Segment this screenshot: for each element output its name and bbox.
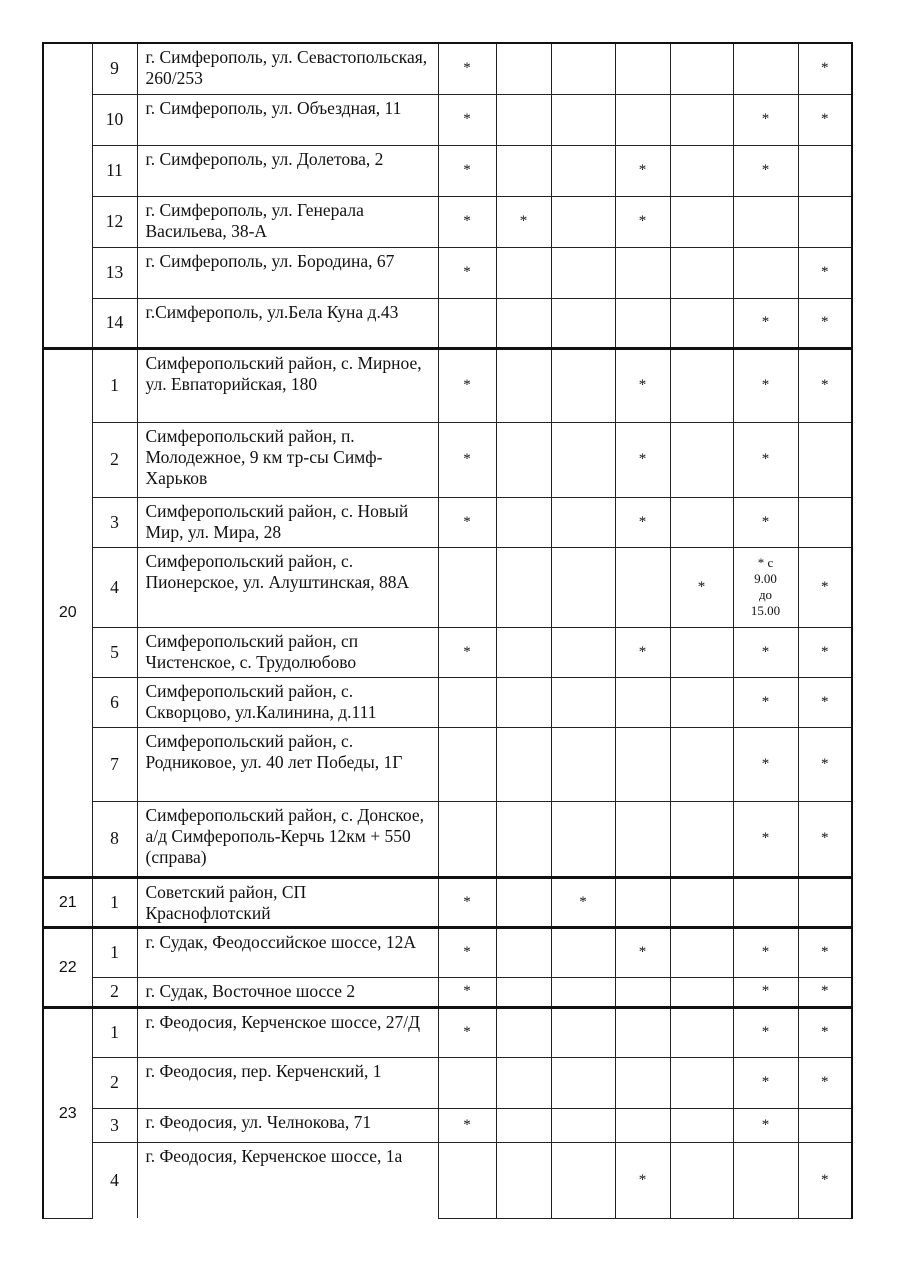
table-row — [43, 497, 852, 547]
row-number: 5 — [92, 627, 137, 677]
mark-cell — [496, 977, 551, 1007]
mark-cell — [798, 145, 852, 196]
table-row — [43, 247, 852, 298]
mark-cell: * — [551, 877, 615, 927]
row-number: 2 — [92, 1057, 137, 1108]
mark-cell: * — [798, 977, 852, 1007]
mark-cell — [670, 727, 733, 801]
group-number: 23 — [43, 1007, 92, 1218]
mark-cell — [551, 348, 615, 422]
mark-cell — [551, 1057, 615, 1108]
mark-cell — [615, 43, 670, 94]
mark-cell: * — [615, 927, 670, 977]
mark-cell — [438, 1057, 496, 1108]
mark-cell — [496, 1007, 551, 1057]
mark-cell — [615, 1007, 670, 1057]
mark-cell — [670, 677, 733, 727]
mark-cell — [438, 547, 496, 627]
mark-cell — [438, 1142, 496, 1218]
mark-cell — [670, 298, 733, 348]
address-cell: г. Феодосия, Керченское шоссе, 27/Д — [137, 1007, 438, 1057]
row-number: 6 — [92, 677, 137, 727]
mark-cell — [551, 977, 615, 1007]
mark-cell — [798, 497, 852, 547]
table-row — [43, 927, 852, 977]
mark-cell: * — [438, 145, 496, 196]
mark-cell: * — [496, 196, 551, 247]
mark-cell: * — [798, 94, 852, 145]
mark-cell: * — [670, 547, 733, 627]
address-cell: Симферопольский район, с. Пионерское, ул. Алуштинская, 88А — [137, 547, 438, 627]
mark-cell — [670, 247, 733, 298]
mark-cell: * — [438, 247, 496, 298]
table-row — [43, 727, 852, 801]
mark-cell — [733, 1142, 798, 1218]
mark-cell — [551, 1142, 615, 1218]
mark-cell: * — [438, 1007, 496, 1057]
mark-cell: * — [733, 422, 798, 497]
row-number: 2 — [92, 977, 137, 1007]
mark-cell — [496, 145, 551, 196]
mark-cell: * — [798, 1057, 852, 1108]
mark-cell — [496, 801, 551, 877]
mark-cell — [551, 547, 615, 627]
mark-cell: * — [438, 927, 496, 977]
table-row — [43, 627, 852, 677]
row-number: 4 — [92, 1142, 137, 1218]
mark-cell — [670, 94, 733, 145]
table-row — [43, 43, 852, 94]
mark-cell: * — [615, 196, 670, 247]
table-row — [43, 298, 852, 348]
address-cell: Симферопольский район, с. Донское, а/д Симферополь-Керчь 12км + 550 (справа) — [137, 801, 438, 877]
mark-cell: * — [733, 94, 798, 145]
mark-cell — [551, 801, 615, 877]
mark-cell — [670, 1057, 733, 1108]
row-number: 1 — [92, 877, 137, 927]
address-cell: Симферопольский район, сп Чистенское, с. Трудолюбово — [137, 627, 438, 677]
table-row — [43, 348, 852, 422]
mark-cell — [615, 677, 670, 727]
table-row — [43, 547, 852, 627]
mark-cell — [496, 1108, 551, 1142]
mark-cell: * — [438, 977, 496, 1007]
mark-cell — [615, 727, 670, 801]
mark-cell — [798, 1108, 852, 1142]
table-row — [43, 196, 852, 247]
mark-cell: * — [798, 627, 852, 677]
mark-cell — [733, 247, 798, 298]
mark-cell: * — [798, 298, 852, 348]
row-number: 2 — [92, 422, 137, 497]
row-number: 9 — [92, 43, 137, 94]
mark-cell — [496, 94, 551, 145]
mark-cell — [670, 196, 733, 247]
row-number: 1 — [92, 927, 137, 977]
address-cell: Симферопольский район, п. Молодежное, 9 км тр-сы Симф-Харьков — [137, 422, 438, 497]
address-cell: г. Феодосия, пер. Керченский, 1 — [137, 1057, 438, 1108]
mark-cell — [438, 298, 496, 348]
table-row — [43, 877, 852, 927]
mark-cell: * — [438, 43, 496, 94]
row-number: 4 — [92, 547, 137, 627]
address-cell: г. Судак, Восточное шоссе 2 — [137, 977, 438, 1007]
mark-cell — [733, 196, 798, 247]
mark-cell: * — [733, 1007, 798, 1057]
table-row — [43, 1057, 852, 1108]
mark-cell: * — [733, 977, 798, 1007]
mark-cell: * — [438, 422, 496, 497]
address-cell: г. Симферополь, ул. Объездная, 11 — [137, 94, 438, 145]
mark-cell — [670, 1007, 733, 1057]
row-number: 1 — [92, 348, 137, 422]
mark-cell: * — [733, 348, 798, 422]
mark-cell — [615, 547, 670, 627]
mark-cell — [551, 422, 615, 497]
address-cell: г. Феодосия, Керченское шоссе, 1а — [137, 1142, 438, 1218]
mark-cell: * — [733, 927, 798, 977]
row-number: 12 — [92, 196, 137, 247]
mark-cell: * — [798, 247, 852, 298]
mark-cell — [496, 877, 551, 927]
mark-cell: * — [798, 927, 852, 977]
mark-cell — [798, 422, 852, 497]
mark-cell: * — [798, 801, 852, 877]
table-row — [43, 1108, 852, 1142]
mark-cell — [551, 145, 615, 196]
row-number: 7 — [92, 727, 137, 801]
mark-cell — [496, 247, 551, 298]
row-number: 13 — [92, 247, 137, 298]
mark-cell — [733, 43, 798, 94]
group-number: 20 — [43, 348, 92, 877]
mark-cell — [551, 298, 615, 348]
mark-cell — [798, 196, 852, 247]
mark-cell: * — [438, 497, 496, 547]
mark-cell — [496, 727, 551, 801]
address-cell: Симферопольский район, с. Новый Мир, ул. Мира, 28 — [137, 497, 438, 547]
mark-cell: * — [438, 1108, 496, 1142]
mark-cell: * — [733, 1108, 798, 1142]
mark-cell — [615, 801, 670, 877]
address-cell: г. Судак, Феодоссийское шоссе, 12А — [137, 927, 438, 977]
mark-cell — [496, 927, 551, 977]
mark-cell — [496, 348, 551, 422]
group-number: 22 — [43, 927, 92, 1007]
mark-cell — [496, 497, 551, 547]
mark-cell — [615, 94, 670, 145]
mark-cell: * — [733, 627, 798, 677]
mark-cell: * — [438, 94, 496, 145]
mark-cell — [551, 1108, 615, 1142]
mark-cell — [670, 1108, 733, 1142]
table-row — [43, 145, 852, 196]
row-number: 14 — [92, 298, 137, 348]
row-number: 3 — [92, 497, 137, 547]
mark-cell — [496, 298, 551, 348]
mark-cell — [438, 727, 496, 801]
mark-cell — [615, 1057, 670, 1108]
mark-cell: * — [733, 727, 798, 801]
table-row — [43, 94, 852, 145]
address-cell: г. Феодосия, ул. Челнокова, 71 — [137, 1108, 438, 1142]
mark-cell: * — [733, 298, 798, 348]
mark-cell — [670, 877, 733, 927]
mark-cell — [670, 145, 733, 196]
address-cell: г. Симферополь, ул. Генерала Васильева, 38-А — [137, 196, 438, 247]
mark-cell — [798, 877, 852, 927]
row-number: 1 — [92, 1007, 137, 1057]
mark-cell — [496, 547, 551, 627]
mark-cell — [670, 1142, 733, 1218]
mark-cell: * — [438, 877, 496, 927]
mark-cell — [615, 298, 670, 348]
address-cell: г.Симферополь, ул.Бела Куна д.43 — [137, 298, 438, 348]
table-row — [43, 801, 852, 877]
mark-cell — [551, 627, 615, 677]
address-cell: Симферопольский район, с. Скворцово, ул.Калинина, д.111 — [137, 677, 438, 727]
row-number: 11 — [92, 145, 137, 196]
mark-cell — [551, 727, 615, 801]
mark-cell — [551, 1007, 615, 1057]
mark-cell: * — [615, 348, 670, 422]
mark-cell — [670, 801, 733, 877]
mark-cell: * — [798, 547, 852, 627]
mark-cell — [670, 927, 733, 977]
mark-cell: * — [438, 196, 496, 247]
row-number: 8 — [92, 801, 137, 877]
mark-cell: * — [438, 627, 496, 677]
mark-cell — [670, 422, 733, 497]
row-number: 10 — [92, 94, 137, 145]
address-cell: г. Симферополь, ул. Севастопольская, 260/253 — [137, 43, 438, 94]
mark-cell: * — [798, 348, 852, 422]
mark-cell: * — [438, 348, 496, 422]
group-number — [43, 43, 92, 348]
table-row — [43, 1007, 852, 1057]
address-cell: Симферопольский район, с. Мирное, ул. Евпаторийская, 180 — [137, 348, 438, 422]
mark-cell: * — [798, 727, 852, 801]
row-number: 3 — [92, 1108, 137, 1142]
table-row — [43, 677, 852, 727]
mark-cell: * — [733, 497, 798, 547]
mark-cell — [551, 247, 615, 298]
table-row — [43, 977, 852, 1007]
mark-cell: * — [733, 801, 798, 877]
mark-cell: * — [615, 497, 670, 547]
mark-cell — [551, 497, 615, 547]
mark-cell — [551, 677, 615, 727]
mark-cell — [438, 677, 496, 727]
mark-cell — [670, 977, 733, 1007]
mark-cell: * — [615, 1142, 670, 1218]
mark-cell: * — [733, 1057, 798, 1108]
address-cell: г. Симферополь, ул. Бородина, 67 — [137, 247, 438, 298]
table-row — [43, 422, 852, 497]
mark-cell — [733, 877, 798, 927]
mark-cell — [496, 43, 551, 94]
mark-cell — [551, 43, 615, 94]
mark-cell: * — [733, 145, 798, 196]
address-cell: Симферопольский район, с. Родниковое, ул. 40 лет Победы, 1Г — [137, 727, 438, 801]
mark-cell: * — [798, 43, 852, 94]
mark-cell: * — [798, 1007, 852, 1057]
mark-cell: * — [615, 422, 670, 497]
mark-cell — [496, 422, 551, 497]
mark-cell — [670, 497, 733, 547]
mark-cell — [670, 348, 733, 422]
mark-cell — [496, 1142, 551, 1218]
table-row — [43, 1142, 852, 1218]
address-cell: Советский район, СП Краснофлотский — [137, 877, 438, 927]
mark-cell: * — [798, 1142, 852, 1218]
group-number: 21 — [43, 877, 92, 927]
mark-cell — [496, 627, 551, 677]
mark-cell: * — [733, 677, 798, 727]
mark-cell — [670, 627, 733, 677]
mark-cell — [551, 94, 615, 145]
address-cell: г. Симферополь, ул. Долетова, 2 — [137, 145, 438, 196]
mark-cell — [670, 43, 733, 94]
mark-cell: * с 9.00 до 15.00 — [733, 547, 798, 627]
mark-cell — [615, 877, 670, 927]
mark-cell — [438, 801, 496, 877]
mark-cell — [551, 196, 615, 247]
mark-cell — [615, 1108, 670, 1142]
mark-cell: * — [615, 627, 670, 677]
stations-table — [42, 42, 853, 1219]
mark-cell — [496, 677, 551, 727]
mark-cell: * — [798, 677, 852, 727]
mark-cell — [496, 1057, 551, 1108]
mark-cell — [551, 927, 615, 977]
mark-cell — [615, 977, 670, 1007]
mark-cell: * — [615, 145, 670, 196]
mark-cell — [615, 247, 670, 298]
